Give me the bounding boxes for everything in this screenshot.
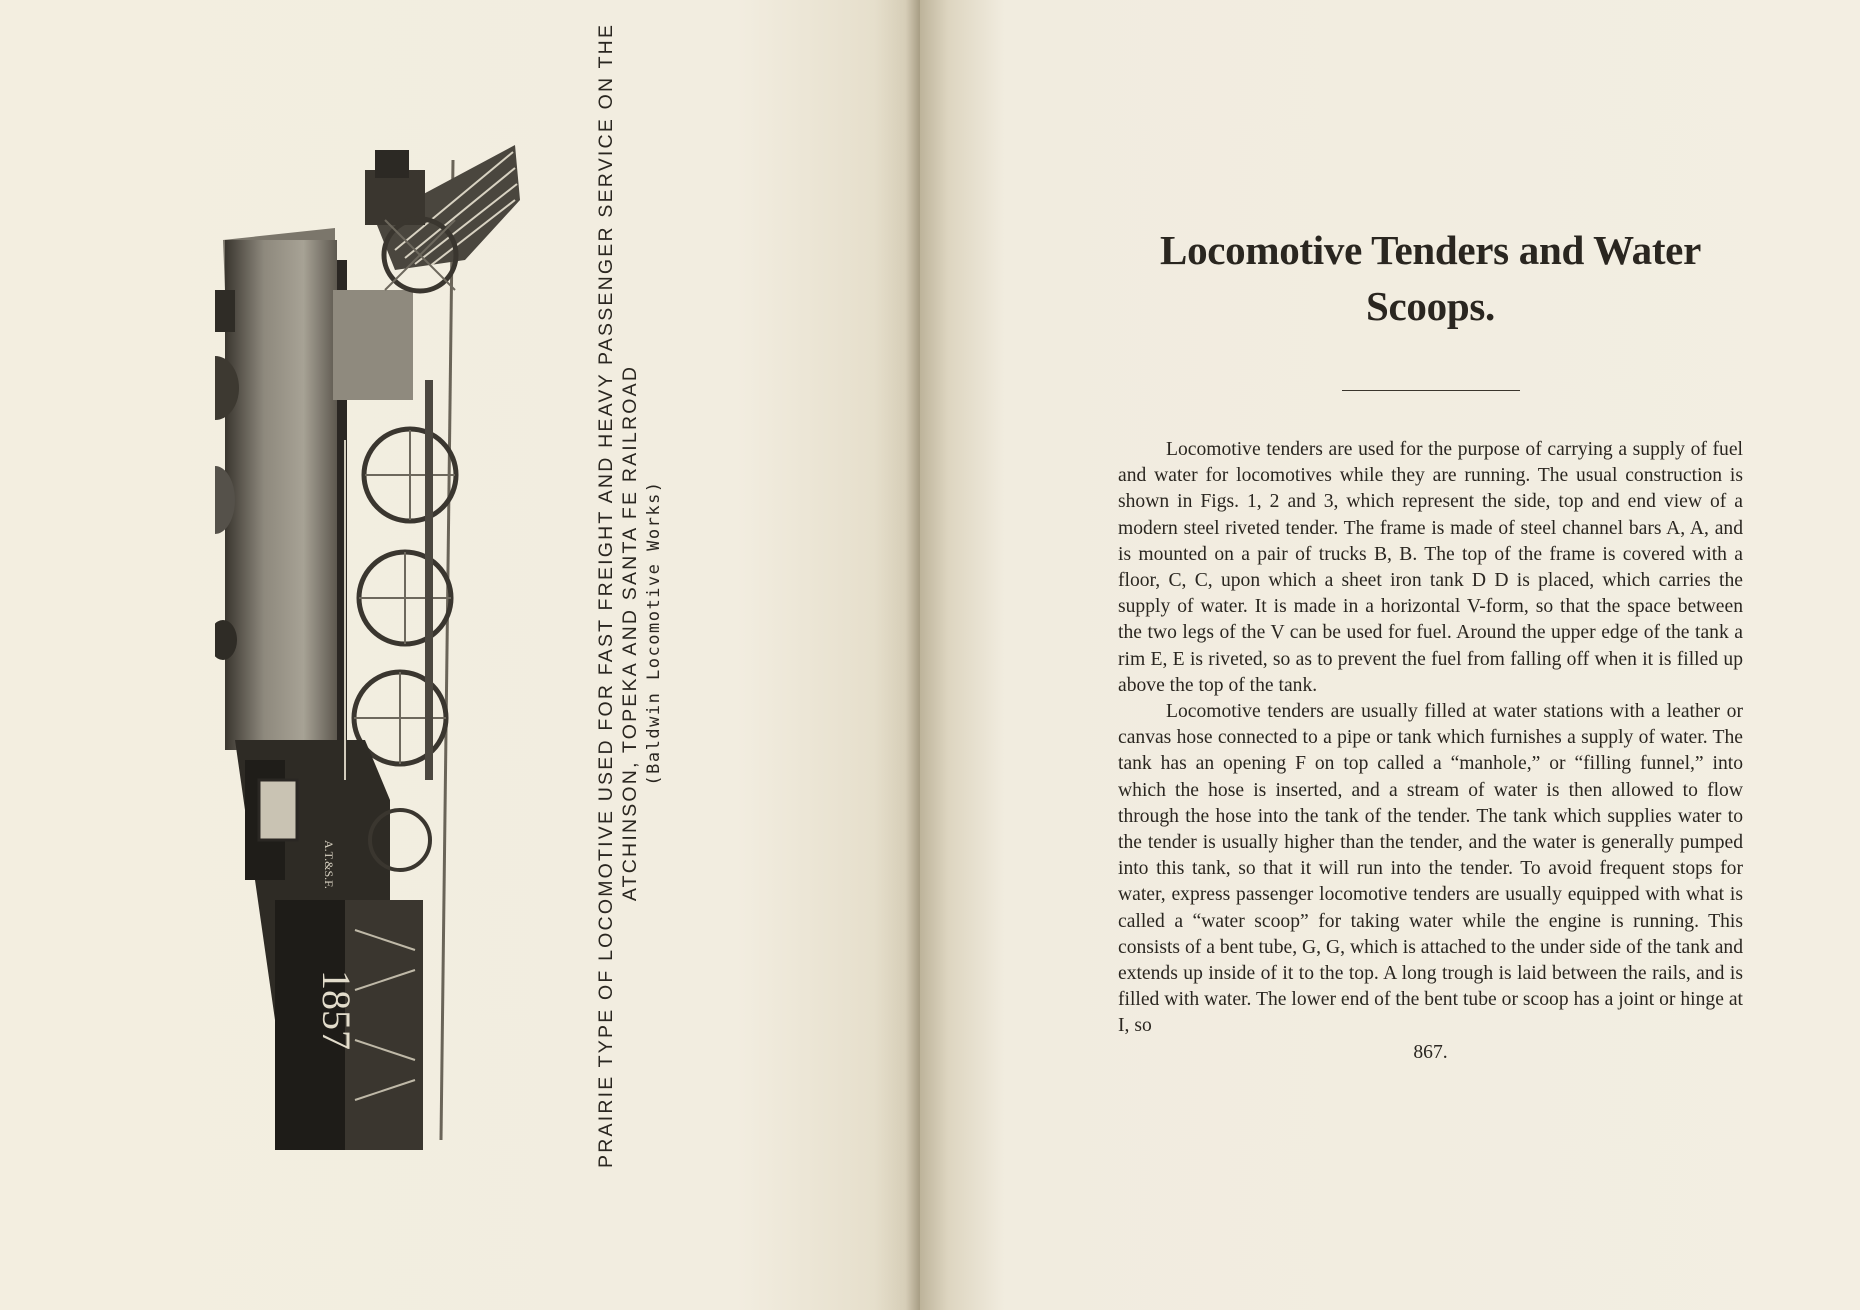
title-rule — [1342, 390, 1520, 391]
page-number: 867. — [1413, 1041, 1448, 1063]
paragraph: Locomotive tenders are usually filled at water stations with a leather or canvas hose connected to a pipe or tank which furnishes a supply of water. The tank has an opening F on top called a “manhole,” or “filling funnel,” into which the hose is inserted, and a stream of water is then allowed to flow through the hose into the tank of the tender. The tank which supplies water to the tender is usually higher than the tender, and the water is generally pumped into this tank, so that it will run into the tender. To avoid frequent stops for water, express passenger locomotive tenders are usually equipped with what is called a “water scoop” for taking water while the engine is running. This consists of a bent tube, G, G, which is attached to the under side of the tank and extends up inside of it to the top. A long trough is laid between the rails, and is filled with water. The lower end of the bent tube or scoop has a joint or hinge at I, so — [1118, 701, 1743, 1037]
plate-caption-line-1: PRAIRIE TYPE OF LOCOMOTIVE USED FOR FAST FREIGHT AND HEAVY PASSENGER SERVICE ON THE — [595, 22, 617, 1168]
chapter-title: Locomotive Tenders and Water Scoops. — [1160, 227, 1701, 329]
article-body — [1118, 437, 1743, 1040]
plate-caption-credit: (Baldwin Locomotive Works) — [644, 480, 664, 786]
locomotive-plate — [215, 140, 555, 1155]
paragraph: Locomotive tenders are used for the purpose of carrying a supply of fuel and water for locomotives while they are running. The usual construction is shown in Figs. 1, 2 and 3, which represent the side, top and end view of a modern steel riveted tender. The frame is made of steel channel bars A, A, and is mounted on a pair of trucks B, B. The top of the frame is covered with a floor, C, C, upon which a sheet iron tank D D is placed, which carries the supply of water. It is made in a horizontal V-form, so that the space between the two legs of the V can be used for fuel. Around the upper edge of the tank a rim E, E is riveted, so as to prevent the fuel from falling off when it is filled up above the top of the tank. — [1118, 439, 1743, 696]
cab-lettering: A.T.&S.F. — [322, 840, 336, 889]
plate-caption-line-2: ATCHINSON, TOPEKA AND SANTA FE RAILROAD — [619, 364, 641, 902]
locomotive-illustration — [215, 140, 555, 1155]
locomotive-number: 1857 — [314, 970, 359, 1050]
article — [1118, 222, 1743, 1066]
plate-caption — [594, 22, 666, 1168]
left-page — [0, 0, 920, 1310]
